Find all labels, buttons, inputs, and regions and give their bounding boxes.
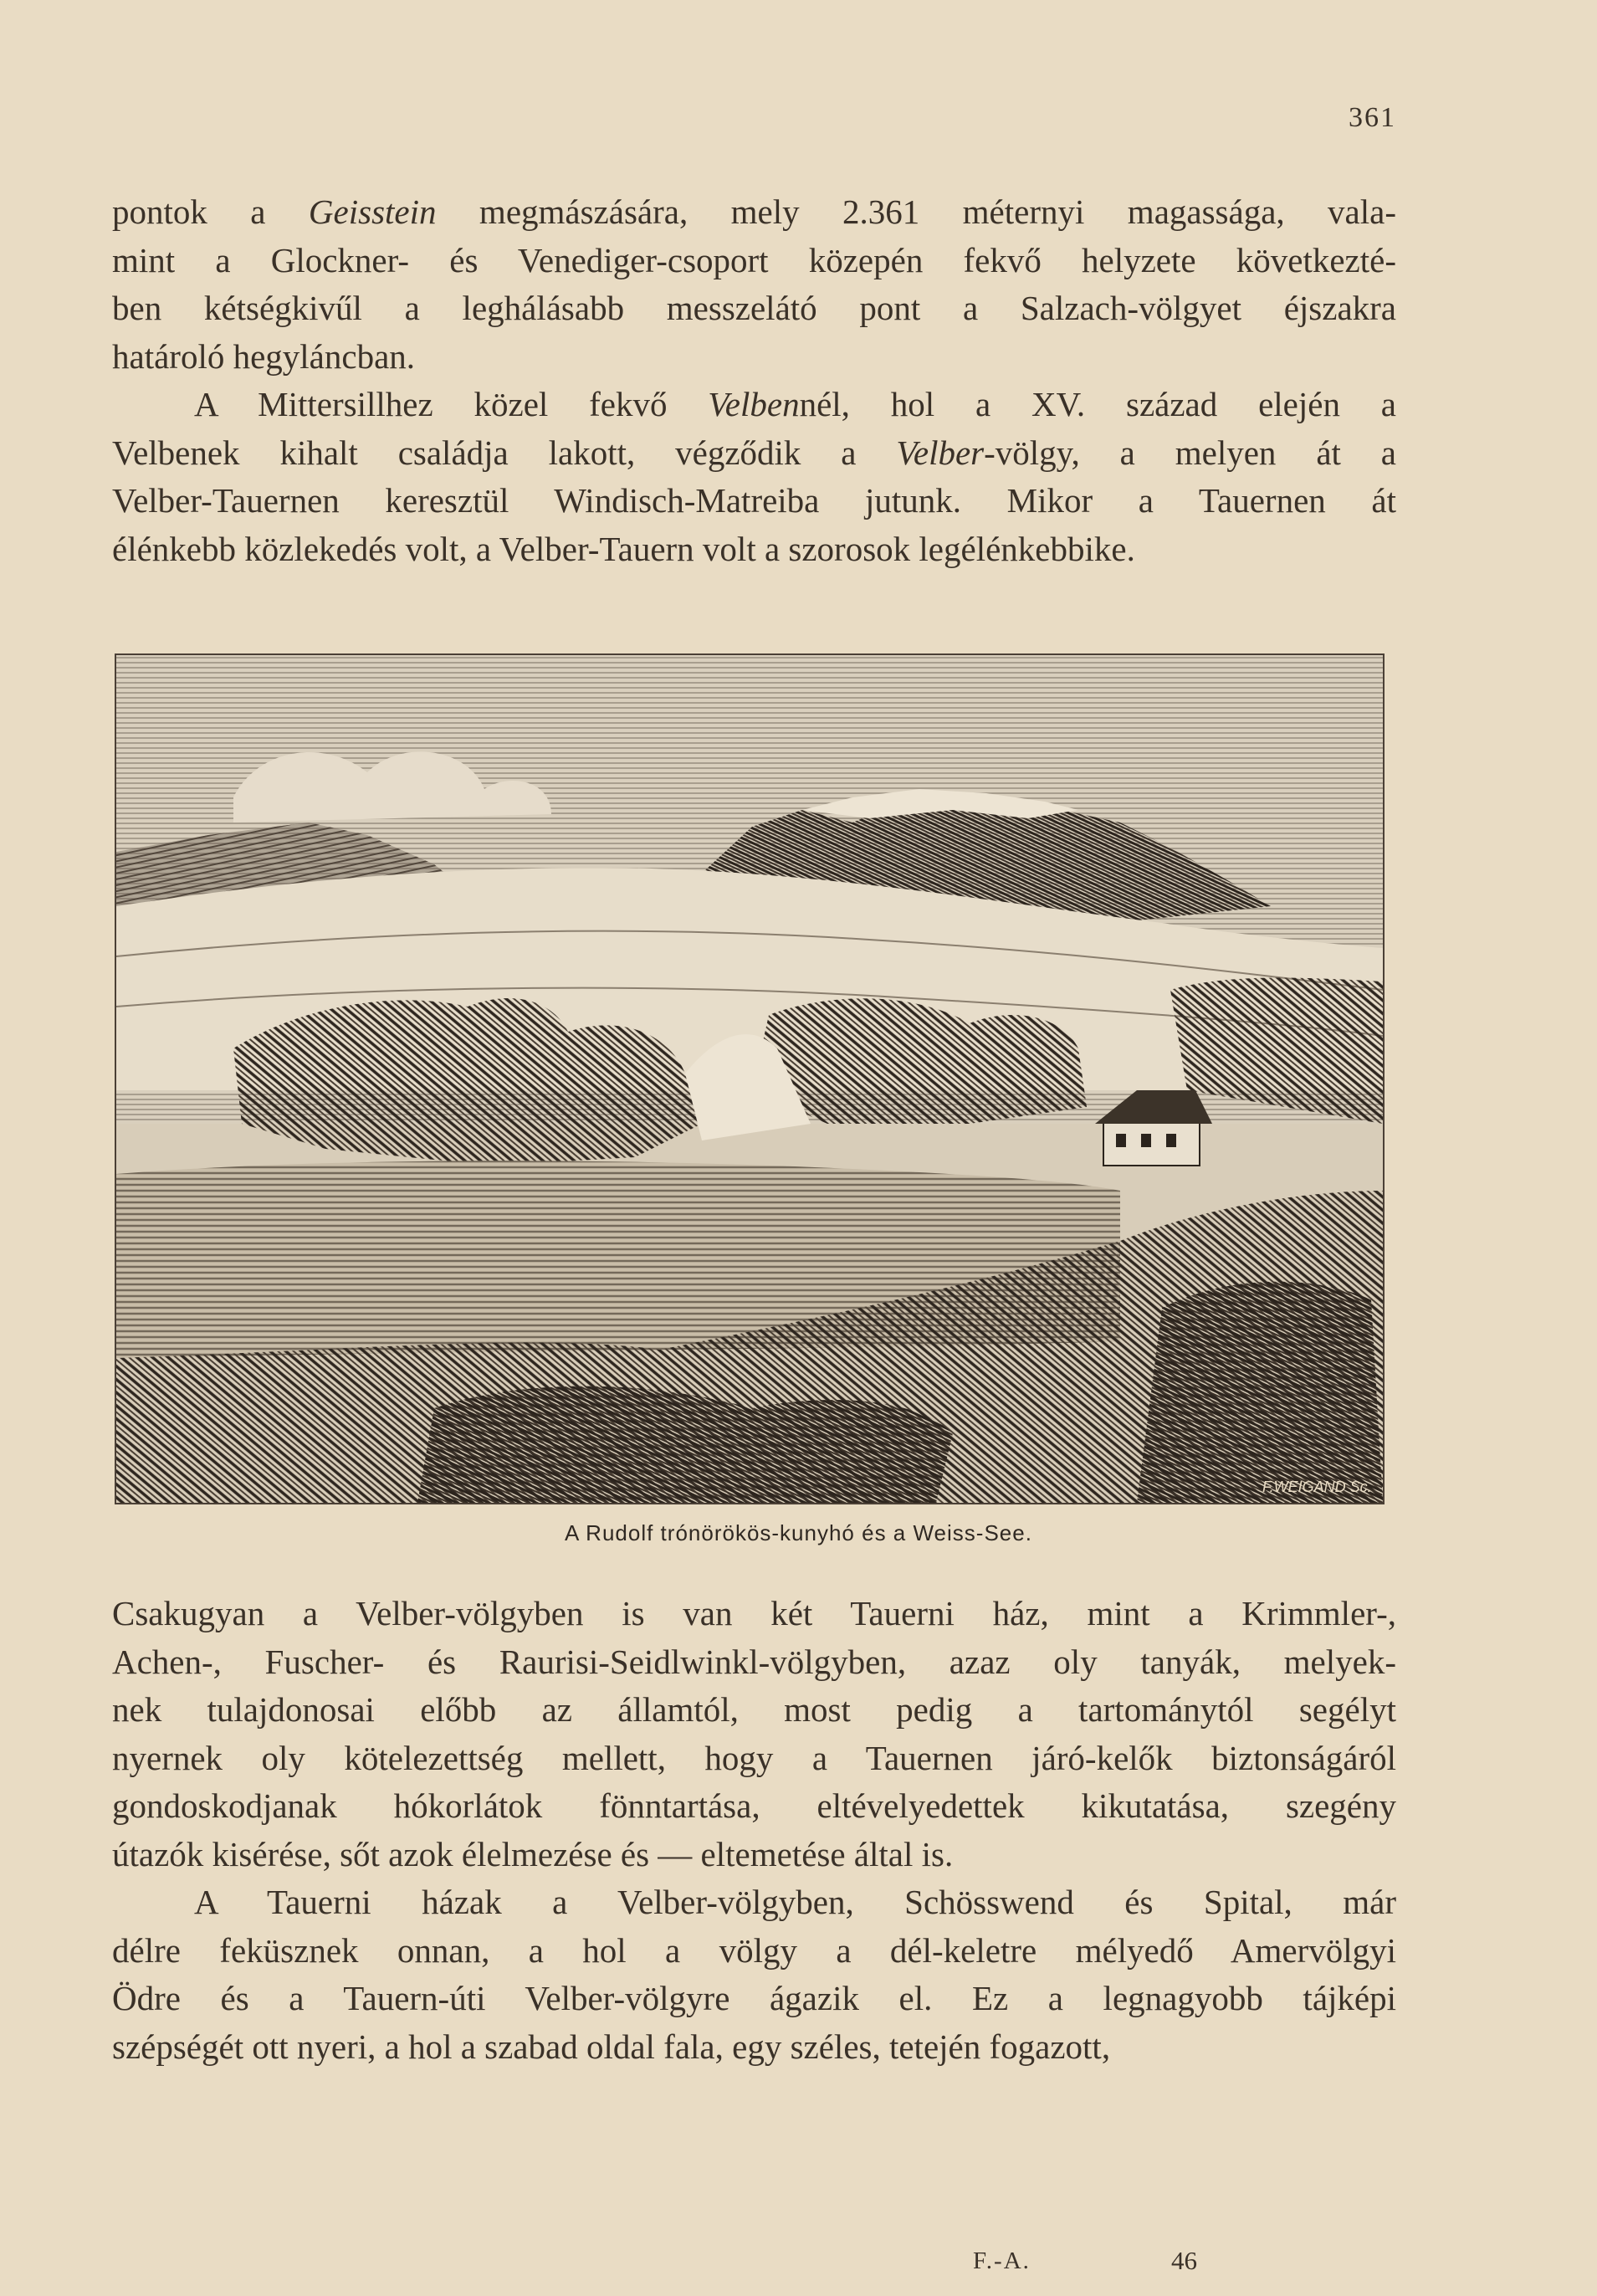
text-segment: délre feküsznek onnan, a hol a völgy a dél-keletre mélyedő Amervölgyi <box>112 1930 1396 1970</box>
text-segment: -völgy, a melyen át a <box>984 433 1396 472</box>
engraving-figure <box>115 653 1385 1504</box>
bottom-text-block <box>112 1590 1396 2071</box>
italic-term: Geisstein <box>308 192 437 231</box>
text-line <box>112 333 1396 382</box>
text-segment: Achen-, Fuscher- és Raurisi-Seidlwinkl-völgyben, azaz oly tanyák, melyek- <box>112 1642 1396 1681</box>
text-line <box>112 2023 1396 2072</box>
page-number: 361 <box>1349 102 1396 133</box>
text-segment: nek tulajdonosai előbb az államtól, most pedig a tartománytól segélyt <box>112 1690 1396 1729</box>
text-segment: mint a Glockner- és Venediger-csoport közepén fekvő helyzete következté- <box>112 240 1396 279</box>
text-segment: pontok a <box>112 192 309 231</box>
text-line <box>112 1878 1396 1927</box>
text-segment: A Mittersillhez közel fekvő <box>194 385 709 423</box>
text-segment: A Tauerni házak a Velber-völgyben, Schösswend és Spital, már <box>194 1883 1396 1921</box>
landscape-engraving <box>116 655 1383 1503</box>
text-line <box>112 477 1396 525</box>
footer-signature: F.-A. <box>973 2247 1031 2274</box>
top-text-block <box>112 188 1396 573</box>
text-line <box>112 1590 1396 1638</box>
text-segment: megmászására, mely 2.361 méternyi magassága, vala- <box>436 192 1396 231</box>
text-line <box>112 1782 1396 1831</box>
text-segment: Csakugyan a Velber-völgyben is van két Tauerni ház, mint a Krimmler-, <box>112 1594 1396 1632</box>
text-segment: Ödre és a Tauern-úti Velber-völgyre ágazik el. Ez a legnagyobb tájképi <box>112 1979 1396 2017</box>
text-segment: határoló hegyláncban. <box>112 336 416 376</box>
footer-sheet-number: 46 <box>1171 2246 1197 2275</box>
text-line <box>112 1638 1396 1687</box>
text-segment: gondoskodjanak hókorlátok fönntartása, eltévelyedettek kikutatása, szegény <box>112 1786 1396 1825</box>
italic-term: Velber <box>896 433 985 472</box>
text-segment: Velbenek kihalt családja lakott, végződik a <box>112 433 897 472</box>
text-line <box>112 525 1396 574</box>
text-line <box>112 1975 1396 2023</box>
text-segment: élénkebb közlekedés volt, a Velber-Tauern volt a szorosok legélénkebbike. <box>112 529 1135 568</box>
text-segment: útazók kisérése, sőt azok élelmezése és — eltemetése által is. <box>112 1834 954 1873</box>
text-line <box>112 1735 1396 1783</box>
text-line <box>112 188 1396 237</box>
text-segment: Velber-Tauernen keresztül Windisch-Matreiba jutunk. Mikor a Tauernen át <box>112 481 1396 520</box>
text-segment: nyernek oly kötelezettség mellett, hogy a Tauernen járó-kelők biztonságáról <box>112 1738 1396 1777</box>
text-segment: nél, hol a XV. század elején a <box>799 385 1396 423</box>
figure-caption: A Rudolf trónörökös-kunyhó és a Weiss-See. <box>565 1520 1032 1545</box>
text-line <box>112 284 1396 333</box>
engraver-signature: F.WEIGAND Sc. <box>1262 1479 1372 1495</box>
text-line <box>112 429 1396 478</box>
text-line <box>112 381 1396 429</box>
text-line <box>112 237 1396 285</box>
text-segment: szépségét ott nyeri, a hol a szabad oldal fala, egy széles, tetején fogazott, <box>112 2027 1111 2066</box>
text-line <box>112 1927 1396 1976</box>
text-segment: ben kétségkivűl a leghálásabb messzelátó pont a Salzach-völgyet éjszakra <box>112 289 1396 327</box>
italic-term: Velben <box>708 385 800 423</box>
text-line <box>112 1831 1396 1879</box>
text-line <box>112 1686 1396 1735</box>
